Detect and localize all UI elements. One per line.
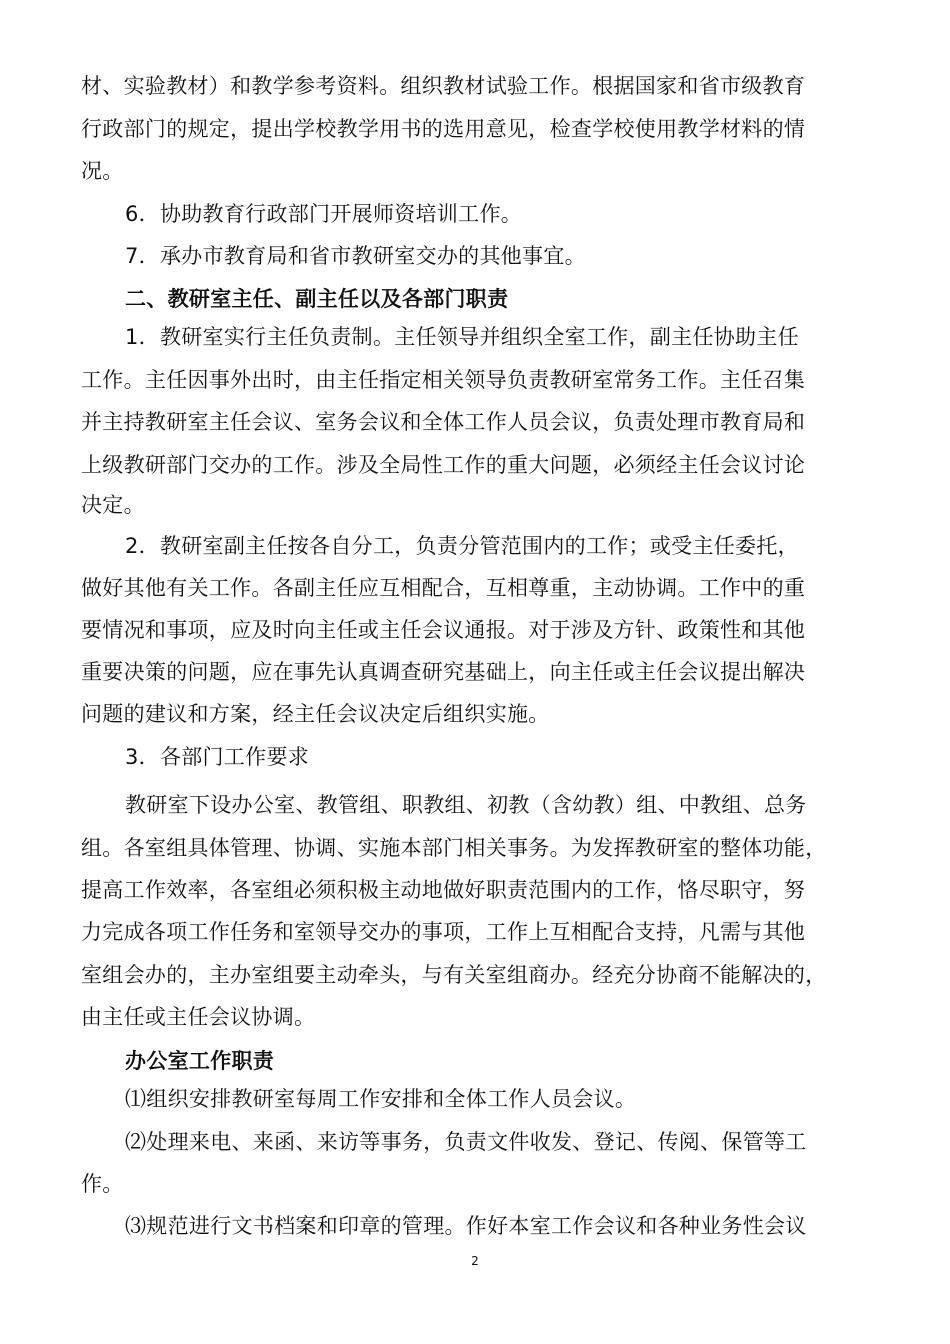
text-line: 做好其他有关工作。各副主任应互相配合，互相尊重，主动协调。工作中的重 bbox=[81, 576, 806, 600]
text-line: 况。 bbox=[81, 159, 124, 183]
text-line: 提高工作效率，各室组必须积极主动地做好职责范围内的工作，恪尽职守，努 bbox=[81, 878, 806, 902]
text-line: 并主持教研室主任会议、室务会议和全体工作人员会议，负责处理市教育局和 bbox=[81, 410, 806, 434]
list-item: ⑵处理来电、来函、来访等事务，负责文件收发、登记、传阅、保管等工 bbox=[125, 1130, 807, 1154]
text-line: 作。 bbox=[81, 1172, 124, 1196]
text-line: 重要决策的问题，应在事先认真调查研究基础上，向主任或主任会议提出解决 bbox=[81, 660, 806, 684]
paragraph-start: 教研室下设办公室、教管组、职教组、初教（含幼教）组、中教组、总务 bbox=[125, 793, 807, 817]
text-line: 室组会办的，主办室组要主动牵头，与有关室组商办。经充分协商不能解决的， bbox=[81, 963, 827, 987]
text-line: 组。各室组具体管理、协调、实施本部门相关事务。为发挥教研室的整体功能， bbox=[81, 836, 827, 860]
list-item: ⑶规范进行文书档案和印章的管理。作好本室工作会议和各种业务性会议 bbox=[125, 1214, 807, 1238]
section-heading: 二、教研室主任、副主任以及各部门职责 bbox=[125, 287, 509, 311]
paragraph-start: 1．教研室实行主任负责制。主任领导并组织全室工作，副主任协助主任 bbox=[125, 325, 799, 349]
page-number: 2 bbox=[471, 1254, 479, 1268]
text-line: 上级教研部门交办的工作。涉及全局性工作的重大问题，必须经主任会议讨论 bbox=[81, 453, 806, 477]
text-line: 材、实验教材）和教学参考资料。组织教材试验工作。根据国家和省市级教育 bbox=[81, 74, 806, 98]
text-line: 行政部门的规定，提出学校教学用书的选用意见，检查学校使用教学材料的情 bbox=[81, 117, 806, 141]
list-item: ⑴组织安排教研室每周工作安排和全体工作人员会议。 bbox=[125, 1087, 637, 1111]
section-heading: 办公室工作职责 bbox=[125, 1049, 275, 1073]
sub-heading: 3．各部门工作要求 bbox=[125, 745, 310, 769]
list-item: 6．协助教育行政部门开展师资培训工作。 bbox=[125, 202, 523, 226]
text-line: 由主任或主任会议协调。 bbox=[81, 1005, 316, 1029]
text-line: 决定。 bbox=[81, 493, 145, 517]
text-line: 力完成各项工作任务和室领导交办的事项，工作上互相配合支持，凡需与其他 bbox=[81, 920, 806, 944]
paragraph-start: 2．教研室副主任按各自分工，负责分管范围内的工作；或受主任委托， bbox=[125, 534, 799, 558]
text-line: 问题的建议和方案，经主任会议决定后组织实施。 bbox=[81, 702, 550, 726]
text-line: 要情况和事项，应及时向主任或主任会议通报。对于涉及方针、政策性和其他 bbox=[81, 618, 806, 642]
text-line: 工作。主任因事外出时，由主任指定相关领导负责教研室常务工作。主任召集 bbox=[81, 368, 806, 392]
list-item: 7．承办市教育局和省市教研室交办的其他事宜。 bbox=[125, 244, 586, 268]
